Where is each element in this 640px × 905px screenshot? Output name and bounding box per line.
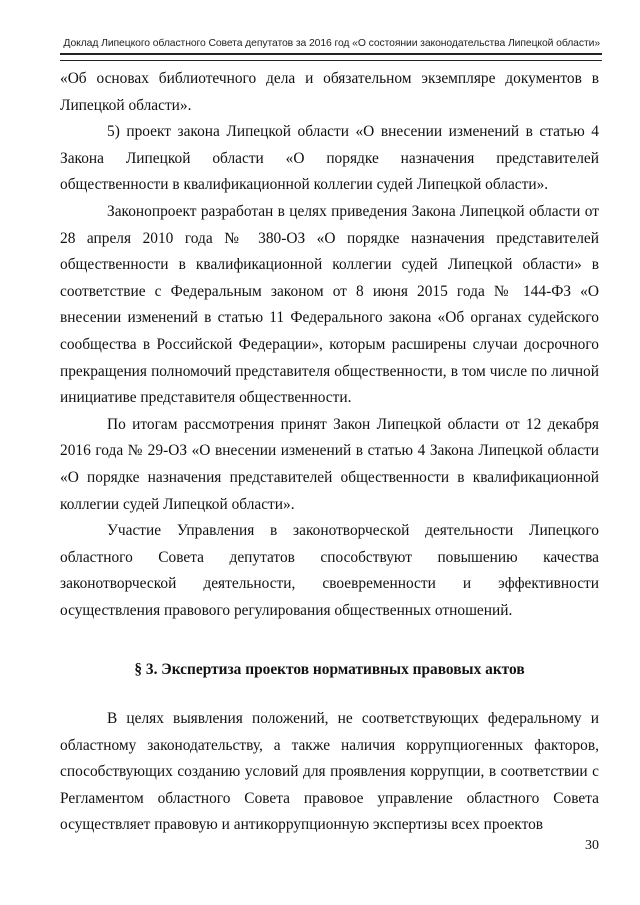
running-header: Доклад Липецкого областного Совета депутатов за 2016 год «О состоянии законодательства Липецкой области»: [63, 38, 600, 49]
document-body: [60, 66, 599, 839]
section-heading: § 3. Экспертиза проектов нормативных правовых актов: [134, 661, 525, 679]
paragraph-draft-purpose: Законопроект разработан в целях приведения Закона Липецкой области от 28 апреля 2010 года № 380-ОЗ «О порядке назначения представителей общественности в квалификационной коллегии судей Липецкой области» в соответствие с Федеральным законом от 8 июня 2015 года № 144-ФЗ «О внесении изменений в статью 11 Федерального закона «Об органах судейского сообщества в Российской Федерации», которым расширены случаи досрочного прекращения полномочий представителя общественности, в том числе по личной инициативе представителя общественности.: [60, 202, 599, 407]
header-rule: [60, 53, 602, 61]
paragraph-continuation: «Об основах библиотечного дела и обязательном экземпляре документов в Липецкой области».: [60, 70, 599, 114]
page-number: 30: [585, 838, 599, 853]
paragraph-participation: Участие Управления в законотворческой деятельности Липецкого областного Совета депутатов способствуют повышению качества законотворческой деятельности, своевременности и эффективности осуществления правового регулирования общественных отношений.: [60, 522, 599, 619]
paragraph-draft-law-5: 5) проект закона Липецкой области «О внесении изменений в статью 4 Закона Липецкой области «О порядке назначения представителей общественности в квалификационной коллегии судей Липецкой области».: [60, 123, 599, 194]
paragraph-expertise: В целях выявления положений, не соответствующих федеральному и областному законодательству, а также наличия коррупциогенных факторов, способствующих созданию условий для проявления коррупции, в соответствии с Регламентом областного Совета правовое управление областного Совета осуществляет правовую и антикоррупционную экспертизы всех проектов: [60, 710, 599, 834]
paragraph-adopted-law: По итогам рассмотрения принят Закон Липецкой области от 12 декабря 2016 года № 29-ОЗ «О внесении изменений в статью 4 Закона Липецкой области «О порядке назначения представителей общественности в квалификационной коллегии судей Липецкой области».: [60, 415, 599, 513]
